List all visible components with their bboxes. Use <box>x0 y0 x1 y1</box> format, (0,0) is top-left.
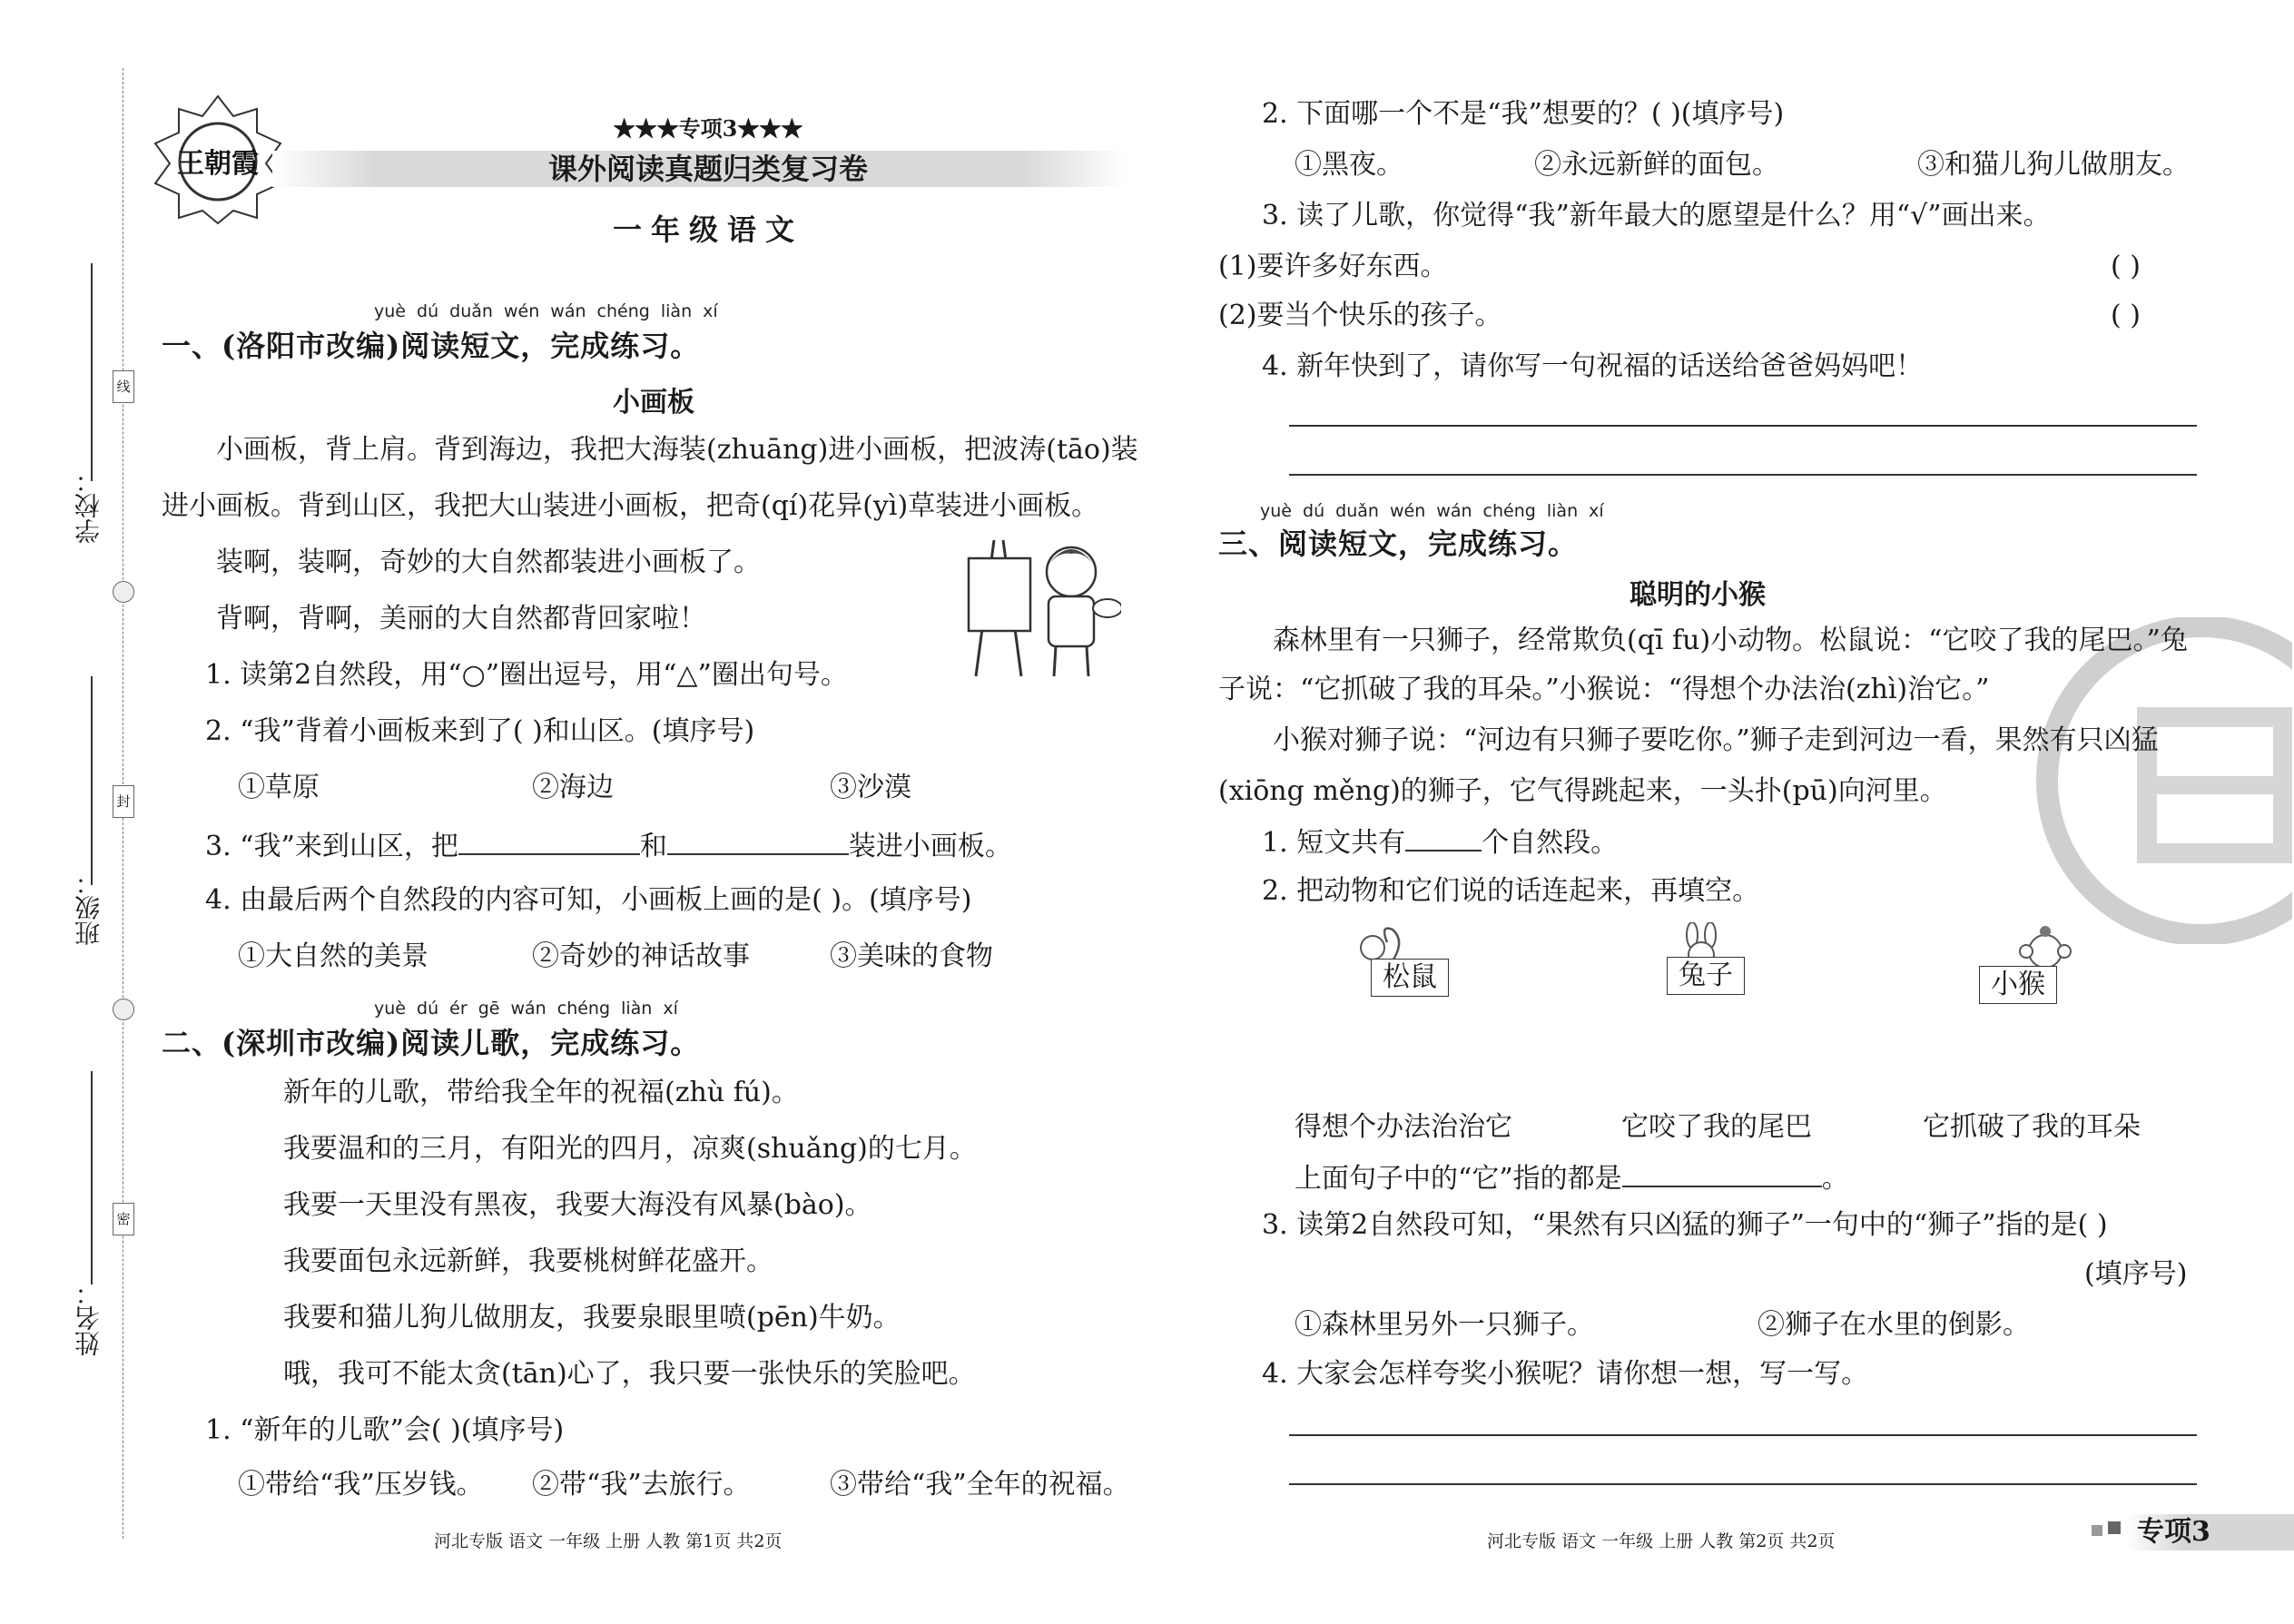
poem-line: 我要和猫儿狗儿做朋友，我要泉眼里喷(pēn)牛奶。 <box>283 1302 901 1334</box>
logo-text: 王朝霞 <box>177 148 259 180</box>
s3-question-1 <box>1262 822 1618 861</box>
s2-q3-option: (1)要许多好东西。 <box>1218 251 1448 282</box>
footer-square-icon <box>2108 1521 2121 1534</box>
footer-square-icon <box>2092 1525 2102 1536</box>
binding-mark-feng: 封 <box>113 785 134 818</box>
s3-fill-sentence <box>1295 1158 1849 1197</box>
s3-fill-text: 。 <box>1821 1163 1849 1195</box>
animal-quote[interactable]: 它抓破了我的耳朵 <box>1923 1111 2141 1143</box>
poem-line: 我要面包永远新鲜，我要桃树鲜花盛开。 <box>283 1245 773 1277</box>
s3-q4-answer-line[interactable] <box>1289 1434 2197 1436</box>
s1-q3-blank[interactable] <box>458 826 640 855</box>
s3-q1-text: 1. 短文共有 <box>1262 827 1406 859</box>
s1-q3-text: 装进小画板。 <box>848 831 1012 862</box>
footer-left: 河北专版 语文 一年级 上册 人教 第1页 共2页 <box>434 1531 783 1551</box>
s2-question-2: 2. 下面哪一个不是“我”想要的？( )(填序号) <box>1262 98 1785 130</box>
s3-q3-hint: (填序号) <box>2084 1258 2188 1290</box>
animal-quote[interactable]: 得想个办法治治它 <box>1295 1111 1512 1143</box>
class-underline <box>91 676 93 885</box>
section-1-pinyin: yuè dú duǎn wén wán chéng liàn xí <box>374 301 718 321</box>
s2-q1-option[interactable]: ①带给“我”压岁钱。 <box>238 1469 484 1501</box>
s3-fill-text: 上面句子中的“它”指的都是 <box>1295 1163 1622 1195</box>
s3-q1-blank[interactable] <box>1405 822 1482 851</box>
s2-q1-option[interactable]: ②带“我”去旅行。 <box>532 1469 751 1501</box>
poem-line: 我要一天里没有黑夜，我要大海没有风暴(bào)。 <box>283 1189 872 1221</box>
s2-q2-option[interactable]: ①黑夜。 <box>1295 149 1403 181</box>
name-label: 姓名： <box>74 1280 103 1356</box>
s1-question-3 <box>205 826 1012 865</box>
passage-1-title: 小画板 <box>613 387 694 418</box>
s2-q3-answer-paren[interactable]: ( ) <box>2111 251 2141 282</box>
poem-line: 我要温和的三月，有阳光的四月，凉爽(shuǎng)的七月。 <box>283 1133 977 1165</box>
s3-question-2: 2. 把动物和它们说的话连起来，再填空。 <box>1262 875 1760 907</box>
footer-tab: 专项3 <box>2137 1516 2210 1548</box>
binding-mark-mi: 密 <box>113 1203 134 1235</box>
s2-q4-answer-line[interactable] <box>1289 425 2197 427</box>
s1-q2-option[interactable]: ②海边 <box>532 772 614 803</box>
s1-question-4: 4. 由最后两个自然段的内容可知，小画板上画的是( )。(填序号) <box>205 884 972 916</box>
binding-hole <box>113 581 134 603</box>
s2-question-4: 4. 新年快到了，请你写一句祝福的话送给爸爸妈妈吧！ <box>1262 350 1924 382</box>
watermark-stamp <box>2020 617 2292 944</box>
school-underline <box>91 263 93 481</box>
s3-q1-text: 个自然段。 <box>1482 827 1619 859</box>
passage-3-line: 森林里有一只狮子，经常欺负(qī fu)小动物。松鼠说：“它咬了我的尾巴。”兔 <box>1273 625 2188 656</box>
binding-mark-xian: 线 <box>113 370 134 403</box>
section-1-heading: 一、(洛阳市改编)阅读短文，完成练习。 <box>162 329 701 363</box>
poem-line: 哦，我可不能太贪(tān)心了，我只要一张快乐的笑脸吧。 <box>283 1358 976 1390</box>
s2-q3-answer-paren[interactable]: ( ) <box>2111 300 2141 331</box>
passage-1-line: 进小画板。背到山区，我把大山装进小画板，把奇(qí)花异(yì)草装进小画板。 <box>162 490 1099 522</box>
topic-badge: ★★★专项3★★★ <box>613 115 803 142</box>
s3-question-3: 3. 读第2自然段可知，“果然有只凶猛的狮子”一句中的“狮子”指的是( ) <box>1262 1209 2108 1241</box>
s1-q3-blank[interactable] <box>667 826 849 855</box>
passage-3-title: 聪明的小猴 <box>1629 579 1766 611</box>
passage-1-line: 装啊，装啊，奇妙的大自然都装进小画板了。 <box>216 546 761 578</box>
passage-3-line: 小猴对狮子说：“河边有只狮子要吃你。”狮子走到河边一看，果然有只凶猛 <box>1273 724 2159 756</box>
s1-q2-option[interactable]: ①草原 <box>238 772 320 803</box>
s3-question-4: 4. 大家会怎样夸奖小猴呢？请你想一想，写一写。 <box>1262 1358 1869 1390</box>
s1-q3-text: 3. “我”来到山区，把 <box>205 831 458 862</box>
footer-right: 河北专版 语文 一年级 上册 人教 第2页 共2页 <box>1487 1531 1836 1551</box>
passage-1-line: 小画板，背上肩。背到海边，我把大海装(zhuāng)进小画板，把波涛(tāo)装 <box>216 434 1138 466</box>
passage-1-line: 背啊，背啊，美丽的大自然都背回家啦！ <box>216 603 706 635</box>
class-label: 班级： <box>74 870 103 946</box>
animal-squirrel[interactable]: 松鼠 <box>1371 959 1449 997</box>
section-3-heading: 三、阅读短文，完成练习。 <box>1218 527 1579 561</box>
s2-q4-answer-line[interactable] <box>1289 474 2197 476</box>
s2-question-3: 3. 读了儿歌，你觉得“我”新年最大的愿望是什么？用“√”画出来。 <box>1262 200 2051 231</box>
grade-title: 一年级语文 <box>612 212 803 247</box>
school-label: 学校： <box>74 468 103 544</box>
passage-3-line: (xiōng měng)的狮子，它气得跳起来，一头扑(pū)向河里。 <box>1218 775 1947 807</box>
poem-line: 新年的儿歌，带给我全年的祝福(zhù fú)。 <box>283 1077 799 1108</box>
s1-question-2: 2. “我”背着小画板来到了( )和山区。(填序号) <box>205 715 755 747</box>
animal-monkey[interactable]: 小猴 <box>1979 966 2057 1004</box>
s2-q2-option[interactable]: ③和猫儿狗儿做朋友。 <box>1917 149 2190 181</box>
s1-q4-option[interactable]: ①大自然的美景 <box>238 940 428 972</box>
s2-q3-option: (2)要当个快乐的孩子。 <box>1218 300 1502 331</box>
animal-quote[interactable]: 它咬了我的尾巴 <box>1621 1111 1812 1143</box>
s2-q1-option[interactable]: ③带给“我”全年的祝福。 <box>830 1469 1130 1501</box>
s1-q3-text: 和 <box>639 831 667 862</box>
s2-q2-option[interactable]: ②永远新鲜的面包。 <box>1534 149 1779 181</box>
s2-question-1: 1. “新年的儿歌”会( )(填序号) <box>205 1414 565 1446</box>
s1-q4-option[interactable]: ③美味的食物 <box>830 940 993 972</box>
section-2-heading: 二、(深圳市改编)阅读儿歌，完成练习。 <box>162 1026 701 1060</box>
boy-painter-illustration <box>958 531 1121 681</box>
binding-hole <box>113 999 134 1020</box>
animal-rabbit[interactable]: 兔子 <box>1667 957 1745 995</box>
s1-q4-option[interactable]: ②奇妙的神话故事 <box>532 940 750 972</box>
section-2-pinyin: yuè dú ér gē wán chéng liàn xí <box>374 999 678 1019</box>
passage-3-line: 子说：“它抓破了我的耳朵。”小猴说：“得想个办法治(zhì)治它。” <box>1218 674 1990 705</box>
logo-emblem-icon <box>150 91 286 227</box>
section-3-pinyin: yuè dú duǎn wén wán chéng liàn xí <box>1260 501 1604 521</box>
s3-fill-blank[interactable] <box>1622 1158 1822 1187</box>
s3-q4-answer-line[interactable] <box>1289 1483 2197 1485</box>
s1-q2-option[interactable]: ③沙漠 <box>830 772 911 803</box>
name-underline <box>91 1071 93 1284</box>
s1-question-1: 1. 读第2自然段，用“○”圈出逗号，用“△”圈出句号。 <box>205 659 848 691</box>
s3-q3-option[interactable]: ②狮子在水里的倒影。 <box>1757 1309 2030 1341</box>
paper-title: 课外阅读真题归类复习卷 <box>547 152 868 186</box>
s3-q3-option[interactable]: ①森林里另外一只狮子。 <box>1295 1309 1594 1341</box>
